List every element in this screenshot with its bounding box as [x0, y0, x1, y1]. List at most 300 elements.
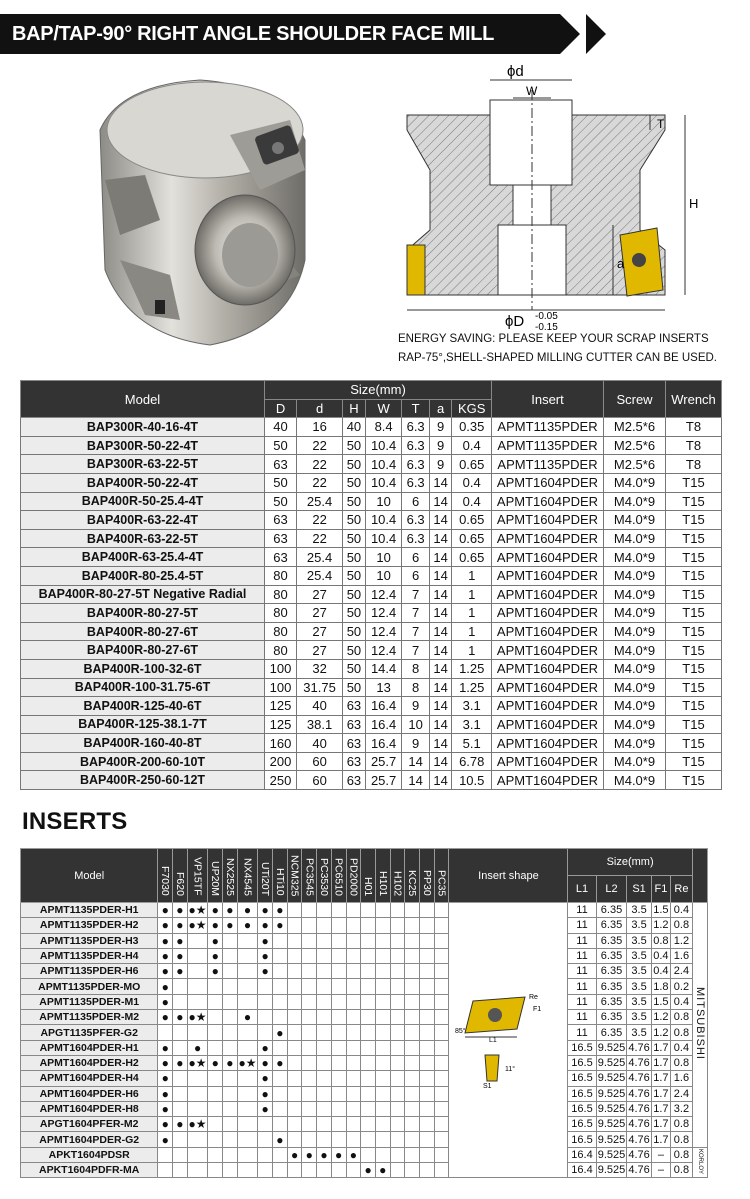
grade-mark	[420, 994, 435, 1009]
grade-mark	[346, 1055, 361, 1070]
grade-header	[346, 849, 361, 903]
brand-cell-2	[692, 1147, 707, 1178]
table-cell: 14	[429, 734, 452, 753]
grade-mark	[434, 964, 449, 979]
grade-mark	[346, 979, 361, 994]
table-cell: 9	[402, 734, 429, 753]
table-cell: APMT1604PDER	[492, 697, 604, 716]
grade-mark: ●	[158, 933, 173, 948]
grade-mark	[317, 1040, 332, 1055]
grade-mark	[287, 918, 302, 933]
size-cell: 11	[568, 994, 596, 1009]
table-cell: M4.0*9	[604, 697, 666, 716]
size-cell: 3.5	[627, 964, 651, 979]
grade-mark	[258, 1132, 273, 1147]
table-cell: T15	[666, 752, 722, 771]
table-cell: 7	[402, 604, 429, 623]
grade-mark: ●	[158, 979, 173, 994]
model-cell: BAP400R-100-32-6T	[21, 659, 265, 678]
grade-mark	[434, 1147, 449, 1162]
grade-mark	[258, 1163, 273, 1178]
size-cell: 3.5	[627, 1010, 651, 1025]
table-row	[21, 994, 708, 1009]
table-row	[21, 641, 722, 660]
size-cell: 1.6	[671, 1071, 693, 1086]
grade-mark	[361, 979, 376, 994]
table-cell: 14	[429, 641, 452, 660]
grade-mark	[405, 979, 420, 994]
grade-mark	[405, 933, 420, 948]
table-cell: 50	[343, 511, 366, 530]
grade-mark	[405, 1163, 420, 1178]
grade-mark	[187, 994, 208, 1009]
table-row	[21, 979, 708, 994]
grade-mark	[405, 1025, 420, 1040]
grade-mark: ●	[158, 903, 173, 918]
grade-mark	[331, 933, 346, 948]
table-row	[21, 473, 722, 492]
shape-label-s1: S1	[483, 1082, 492, 1089]
grade-mark	[405, 994, 420, 1009]
grade-mark	[331, 1086, 346, 1101]
size-col-l1: L1	[568, 876, 596, 903]
size-cell: 3.5	[627, 903, 651, 918]
grade-mark	[223, 1101, 238, 1116]
size-cell: 4.76	[628, 1072, 650, 1085]
table-cell: 0.65	[452, 455, 492, 474]
table-cell: M4.0*9	[604, 771, 666, 790]
grade-mark	[346, 964, 361, 979]
table-cell: 50	[343, 473, 366, 492]
table-cell: 6	[402, 548, 429, 567]
col-screw: Screw	[604, 381, 666, 418]
grade-mark	[302, 1071, 317, 1086]
grade-mark	[208, 1010, 223, 1025]
grade-mark	[302, 964, 317, 979]
grade-mark	[420, 1010, 435, 1025]
table-row	[21, 436, 722, 455]
table-cell: 10.4	[365, 529, 402, 548]
table-cell: 1	[452, 604, 492, 623]
table-cell: 6.3	[402, 511, 429, 530]
note-1: ENERGY SAVING: PLEASE KEEP YOUR SCRAP INSERTS	[398, 333, 709, 345]
grade-mark	[258, 994, 273, 1009]
grade-mark	[187, 1163, 208, 1178]
size-cell: 1.7	[651, 1101, 670, 1116]
table-row	[21, 715, 722, 734]
table-cell: T15	[666, 678, 722, 697]
table-cell: 0.4	[452, 492, 492, 511]
table-cell: 9	[429, 418, 452, 437]
grade-mark	[405, 948, 420, 963]
table-cell: 6.3	[402, 436, 429, 455]
grade-mark	[331, 1025, 346, 1040]
grade-mark	[434, 1040, 449, 1055]
grade-mark	[187, 1025, 208, 1040]
size-cell: 6.35	[596, 933, 627, 948]
table-cell: 80	[265, 604, 297, 623]
grade-mark	[302, 1132, 317, 1147]
grade-mark	[223, 1040, 238, 1055]
grade-mark	[223, 1086, 238, 1101]
table-row	[21, 964, 708, 979]
table-cell: 63	[265, 455, 297, 474]
grade-header	[223, 849, 238, 903]
grade-mark	[375, 1025, 390, 1040]
size-cell: 0.8	[671, 1025, 693, 1040]
tol-lower: -0.15	[535, 322, 558, 333]
table-row	[21, 933, 708, 948]
grade-header	[287, 849, 302, 903]
grade-mark	[390, 918, 405, 933]
grade-mark	[317, 1055, 332, 1070]
grade-mark	[375, 1101, 390, 1116]
size-cell: 16.5	[568, 1117, 596, 1132]
grade-mark: ●	[302, 1147, 317, 1162]
grade-mark	[434, 903, 449, 918]
grade-mark	[287, 1040, 302, 1055]
grade-mark	[390, 948, 405, 963]
grade-mark	[223, 948, 238, 963]
grade-mark	[375, 964, 390, 979]
table-cell: 14	[429, 622, 452, 641]
grade-mark	[273, 1147, 288, 1162]
grade-mark	[346, 948, 361, 963]
size-cell: 0.4	[651, 964, 670, 979]
grade-mark	[390, 1010, 405, 1025]
grade-mark	[258, 979, 273, 994]
model-cell: APMT1135PDER-H4	[21, 948, 158, 963]
model-cell: BAP400R-80-27-5T Negative Radial	[21, 585, 265, 604]
grade-mark	[208, 1117, 223, 1132]
grade-mark	[223, 1117, 238, 1132]
table-cell: 7	[402, 622, 429, 641]
grade-mark	[390, 1163, 405, 1178]
table-row	[21, 918, 708, 933]
size-cell: 9.525	[597, 1087, 626, 1100]
grade-mark	[208, 979, 223, 994]
grade-mark	[405, 903, 420, 918]
table-cell: 80	[265, 566, 297, 585]
grade-mark	[434, 1132, 449, 1147]
grade-mark	[434, 1071, 449, 1086]
grade-mark	[287, 933, 302, 948]
table-cell: 1	[452, 641, 492, 660]
brand-label: MITSUBISHI	[693, 986, 706, 1060]
model-cell: APMT1604PDER-G2	[21, 1132, 158, 1147]
grade-mark	[361, 1147, 376, 1162]
table-cell: APMT1604PDER	[492, 752, 604, 771]
grade-mark: ●	[208, 918, 223, 933]
size-cell: 0.8	[671, 1055, 693, 1070]
grade-mark	[331, 1010, 346, 1025]
table-cell: 125	[265, 697, 297, 716]
model-cell: BAP400R-80-25.4-5T	[21, 566, 265, 585]
table-cell: 22	[297, 436, 343, 455]
grade-mark	[237, 1117, 258, 1132]
shape-label-angle11: 11°	[505, 1065, 516, 1073]
model-cell: BAP400R-80-27-6T	[21, 641, 265, 660]
grade-mark	[173, 1147, 188, 1162]
model-cell: BAP400R-80-27-6T	[21, 622, 265, 641]
table-cell: APMT1604PDER	[492, 492, 604, 511]
grade-mark	[346, 933, 361, 948]
table-cell: 14	[429, 548, 452, 567]
size-cell: 16.5	[568, 1086, 596, 1101]
table-cell: 25.4	[297, 548, 343, 567]
grade-mark	[346, 1132, 361, 1147]
size-cell: 1.7	[651, 1071, 670, 1086]
grade-mark	[390, 1132, 405, 1147]
table-row	[21, 1163, 708, 1178]
grade-mark: ●★	[188, 1056, 207, 1071]
grade-mark: ●	[273, 1025, 288, 1040]
grade-mark	[346, 1117, 361, 1132]
grade-mark	[187, 1101, 208, 1116]
grade-mark: ●★	[238, 1056, 257, 1071]
table-cell: T15	[666, 585, 722, 604]
table-row	[21, 529, 722, 548]
size-cell: 0.4	[651, 948, 670, 963]
grade-label: UP20M	[209, 860, 222, 896]
grade-mark	[208, 1163, 223, 1178]
size-cell: 16.5	[568, 1055, 596, 1070]
table-cell: 8.4	[365, 418, 402, 437]
size-cell: 0.4	[671, 903, 693, 918]
table-cell: 63	[343, 697, 366, 716]
table-cell: 5.1	[452, 734, 492, 753]
size-cell: 2.4	[671, 964, 693, 979]
size-cell: 9.525	[597, 1164, 626, 1177]
table-cell: 63	[343, 771, 366, 790]
grade-header	[187, 849, 208, 903]
table-row	[21, 585, 722, 604]
shape-label-re: Re	[529, 993, 539, 1001]
grade-mark	[390, 1147, 405, 1162]
table-cell: APMT1604PDER	[492, 734, 604, 753]
table-cell: 14	[429, 604, 452, 623]
table-cell: 80	[265, 622, 297, 641]
grade-mark	[317, 918, 332, 933]
grade-mark: ●	[223, 1055, 238, 1070]
size-col-f1: F1	[651, 876, 670, 903]
model-cell: BAP300R-50-22-4T	[21, 436, 265, 455]
table-cell: 8	[402, 678, 429, 697]
table-cell: 14	[429, 771, 452, 790]
notes	[398, 330, 717, 368]
model-cell: BAP400R-100-31.75-6T	[21, 678, 265, 697]
table-cell: 80	[265, 585, 297, 604]
grade-mark	[420, 1132, 435, 1147]
size-cell: 3.5	[627, 979, 651, 994]
grade-label: H101	[376, 870, 389, 896]
grade-mark: ●	[258, 1040, 273, 1055]
grade-mark	[390, 1101, 405, 1116]
grade-header	[317, 849, 332, 903]
grade-mark	[317, 933, 332, 948]
size-cell: 9.525	[597, 1133, 626, 1146]
table-cell: 22	[297, 529, 343, 548]
grade-mark	[361, 918, 376, 933]
size-cell: 4.76	[628, 1103, 650, 1115]
size-cell: 16.5	[568, 1071, 596, 1086]
grade-mark	[187, 1071, 208, 1086]
table-cell: 6	[402, 492, 429, 511]
col-T: T	[402, 399, 429, 418]
grade-label: PD2000	[347, 858, 360, 896]
size-cell: 3.5	[627, 994, 651, 1009]
grade-mark	[302, 933, 317, 948]
grade-mark	[405, 1117, 420, 1132]
table-cell: 160	[265, 734, 297, 753]
phi-D-label: ϕD	[505, 313, 525, 330]
grade-mark	[420, 1163, 435, 1178]
t-label: T	[657, 117, 665, 131]
grade-mark	[361, 1086, 376, 1101]
col-model: Model	[21, 849, 158, 903]
grade-mark: ●	[287, 1147, 302, 1162]
grade-mark	[302, 1101, 317, 1116]
grade-mark	[375, 1117, 390, 1132]
table-cell: 63	[343, 715, 366, 734]
grade-mark	[302, 1010, 317, 1025]
grade-mark: ●	[158, 1132, 173, 1147]
grade-mark	[223, 933, 238, 948]
grade-mark: ●	[158, 1086, 173, 1101]
grade-mark	[346, 1010, 361, 1025]
table-cell: M4.0*9	[604, 492, 666, 511]
grade-mark: ●★	[188, 918, 207, 933]
table-cell: 6.3	[402, 455, 429, 474]
grade-mark	[187, 1132, 208, 1147]
table-cell: 60	[297, 752, 343, 771]
size-cell: 6.35	[596, 1025, 627, 1040]
grade-mark	[390, 1025, 405, 1040]
table-cell: M4.0*9	[604, 641, 666, 660]
grade-mark	[375, 1010, 390, 1025]
grade-mark	[273, 979, 288, 994]
table-cell: 125	[265, 715, 297, 734]
brand-cell	[692, 903, 707, 1148]
grade-mark	[287, 1132, 302, 1147]
grade-mark: ●	[258, 964, 273, 979]
table-cell: M4.0*9	[604, 511, 666, 530]
table-cell: 1.25	[452, 678, 492, 697]
table-cell: 50	[343, 585, 366, 604]
table-row	[21, 604, 722, 623]
grade-mark	[434, 918, 449, 933]
size-cell: 6.35	[596, 979, 627, 994]
model-cell: APKT1604PDSR	[21, 1147, 158, 1162]
grade-header	[361, 849, 376, 903]
grade-mark	[273, 1010, 288, 1025]
grade-mark	[375, 1055, 390, 1070]
table-cell: 14	[429, 511, 452, 530]
model-cell: APKT1604PDFR-MA	[21, 1163, 158, 1178]
grade-mark	[361, 994, 376, 1009]
grade-mark	[287, 903, 302, 918]
grade-mark: ●	[158, 1055, 173, 1070]
table-cell: 14	[429, 529, 452, 548]
grade-mark	[302, 1086, 317, 1101]
grade-mark: ●	[258, 933, 273, 948]
table-cell: 14	[429, 752, 452, 771]
grade-mark	[434, 933, 449, 948]
size-cell: 1.6	[671, 948, 693, 963]
size-cell: 6.35	[596, 903, 627, 918]
grade-header	[331, 849, 346, 903]
model-cell: BAP300R-40-16-4T	[21, 418, 265, 437]
size-cell: –	[651, 1147, 670, 1162]
grade-mark	[375, 1040, 390, 1055]
table-cell: 31.75	[297, 678, 343, 697]
table-cell: 0.4	[452, 436, 492, 455]
size-cell: 0.8	[671, 918, 693, 933]
grade-mark	[331, 979, 346, 994]
grade-mark	[258, 1010, 273, 1025]
table-cell: 7	[402, 585, 429, 604]
model-cell: APMT1135PDER-H3	[21, 933, 158, 948]
table-cell: 38.1	[297, 715, 343, 734]
grade-label: H102	[391, 870, 404, 896]
table-cell: APMT1604PDER	[492, 529, 604, 548]
table-cell: M4.0*9	[604, 734, 666, 753]
table-row	[21, 1040, 708, 1055]
grade-mark	[237, 1163, 258, 1178]
table-cell: 0.35	[452, 418, 492, 437]
inserts-heading: INSERTS	[22, 808, 128, 835]
grade-mark	[223, 1071, 238, 1086]
grade-mark	[420, 933, 435, 948]
grade-mark	[331, 1117, 346, 1132]
grade-mark	[361, 1025, 376, 1040]
shape-label-f1: F1	[533, 1005, 542, 1013]
grade-label: UTi20T	[259, 861, 272, 896]
grade-mark	[287, 994, 302, 1009]
table-cell: T15	[666, 734, 722, 753]
grade-mark	[420, 1040, 435, 1055]
size-cell: 3.5	[627, 1025, 651, 1040]
table-cell: APMT1604PDER	[492, 604, 604, 623]
grade-mark	[223, 994, 238, 1009]
table-cell: 16.4	[365, 734, 402, 753]
grade-mark	[158, 1025, 173, 1040]
grade-mark	[361, 903, 376, 918]
grade-mark	[223, 1010, 238, 1025]
model-cell: BAP400R-125-40-6T	[21, 697, 265, 716]
table-row	[21, 903, 708, 918]
table-cell: 27	[297, 641, 343, 660]
size-cell: 16.4	[568, 1147, 596, 1162]
size-cell: 9.525	[597, 1041, 626, 1054]
size-cell: 4.76	[628, 1087, 650, 1100]
grade-mark	[390, 933, 405, 948]
grade-mark	[375, 948, 390, 963]
table-cell: 50	[343, 548, 366, 567]
grade-mark	[375, 933, 390, 948]
grade-mark	[317, 948, 332, 963]
size-cell: 6.35	[596, 1010, 627, 1025]
grade-mark	[420, 1055, 435, 1070]
size-cell: 11	[568, 964, 596, 979]
grade-mark	[173, 1040, 188, 1055]
grade-mark: ●	[158, 1071, 173, 1086]
grade-mark	[208, 1132, 223, 1147]
grade-mark	[405, 1040, 420, 1055]
grade-mark	[237, 979, 258, 994]
grade-mark	[187, 979, 208, 994]
size-cell: 16.5	[568, 1040, 596, 1055]
